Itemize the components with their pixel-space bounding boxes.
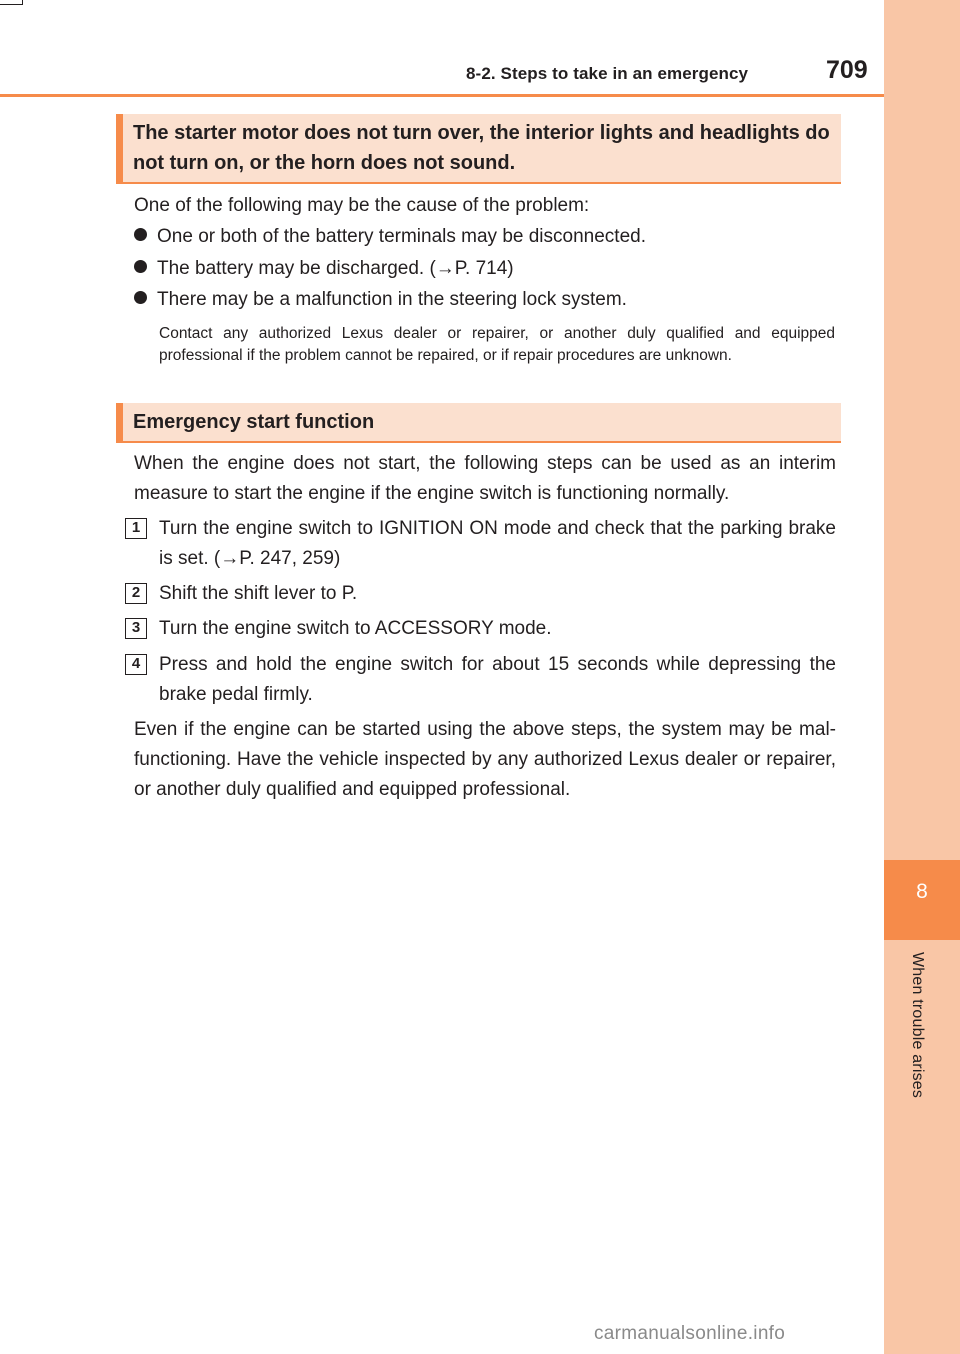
bullet-icon xyxy=(134,260,147,273)
list-item xyxy=(134,285,836,315)
step-text-4: Press and hold the engine switch for about 15 seconds while depressing the brake pedal firmly. xyxy=(159,654,836,705)
section1-note: Contact any authorized Lexus dealer or repairer, or another duly qualified and equipped professional if the problem cannot be repaired, or if repair procedures are unknown. xyxy=(159,325,835,364)
header-rule xyxy=(0,94,884,97)
step-number-2: 2 xyxy=(125,583,147,604)
section1-intro: One of the following may be the cause of the problem: xyxy=(134,195,590,216)
watermark-text: carmanualsonline.info xyxy=(594,1323,786,1344)
bullet-text: The battery may be discharged. (→P. 714) xyxy=(157,258,514,279)
section2-closing: Even if the engine can be started using the above steps, the system may be mal-functioning. Have the vehicle inspected by any authorized Lexus dealer or repairer, or another duly qualified and equipped professional. xyxy=(134,719,836,800)
step-text-3: Turn the engine switch to ACCESSORY mode. xyxy=(159,618,552,639)
section2-intro: When the engine does not start, the following steps can be used as an interim measure to start the engine if the engine switch is functioning normally. xyxy=(134,453,836,504)
crop-mark xyxy=(0,4,22,5)
section-heading-emergency-start: Emergency start function xyxy=(116,403,841,443)
bullet-text: One or both of the battery terminals may be disconnected. xyxy=(157,226,646,247)
bullet-icon xyxy=(134,291,147,304)
step-number-1: 1 xyxy=(125,518,147,539)
running-header-section: 8-2. Steps to take in an emergency xyxy=(466,64,749,83)
side-tab xyxy=(884,0,960,1354)
side-tab-chapter-number: 8 xyxy=(916,880,928,903)
page-number: 709 xyxy=(826,56,868,84)
crop-mark xyxy=(22,0,23,5)
step-text-2: Shift the shift lever to P. xyxy=(159,583,358,604)
side-tab-chapter-title: When trouble arises xyxy=(909,952,926,1099)
step-text-1: Turn the engine switch to IGNITION ON mode and check that the parking brake is set. (→P. 247, 259) xyxy=(159,518,836,569)
list-item xyxy=(134,254,836,284)
list-item xyxy=(134,222,836,252)
bullet-text: There may be a malfunction in the steering lock system. xyxy=(157,289,627,310)
step-number-4: 4 xyxy=(125,654,147,675)
bullet-icon xyxy=(134,228,147,241)
step-number-3: 3 xyxy=(125,618,147,639)
section-heading-starter-motor: The starter motor does not turn over, the interior lights and headlights do not turn on, or the horn does not sound. xyxy=(116,114,841,184)
